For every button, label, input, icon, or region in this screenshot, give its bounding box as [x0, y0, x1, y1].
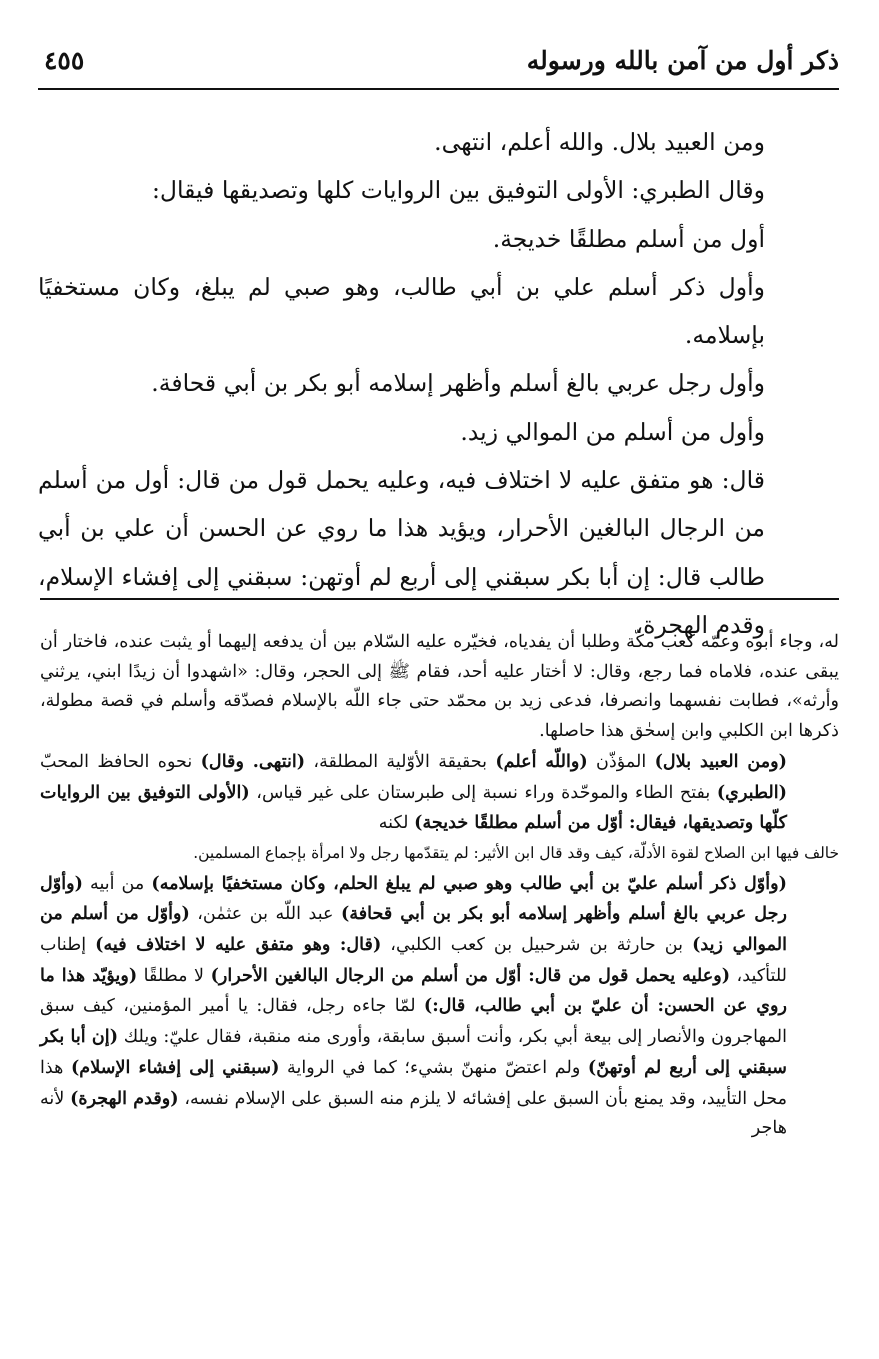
main-text-line: وأول من أسلم من الموالي زيد.	[460, 417, 765, 446]
quoted-matn: (وأوّل رجل عربي بالغ أسلم وأظهر إسلامه أبو بكر بن أبي قحافة)	[40, 872, 787, 925]
commentary-text: ولم اعتضّ منهنّ بشيء؛ كما في الرواية	[279, 1057, 588, 1078]
commentary-text: لا مطلقًا	[137, 965, 211, 986]
commentary-runs	[40, 752, 787, 833]
commentary-text: لمّا جاءه رجل، فقال: يا أمير المؤمنين، كيف سبق المهاجرون والأنصار إلى بيعة أبي بكر، وأنت أسبق سابقة، وأورى منه منقبة، فقال عليّ: ويلك	[40, 996, 787, 1048]
quoted-matn: (ويؤيّد هذا ما روي عن الحسن: أن عليّ بن أبي طالب، قال:)	[40, 964, 787, 1017]
commentary-text: إطناب للتأكيد،	[40, 935, 788, 986]
commentary	[40, 628, 839, 1144]
commentary-text: هذا محل التأييد، وقد يمنع بأن السبق على إفشائه لا يلزم منه السبق على الإسلام نفسه،	[40, 1057, 787, 1109]
quoted-matn: (إن أبا بكر سبقني إلى أربع لم أوتهنّ)	[40, 1026, 787, 1078]
main-text-line: وأول رجل عربي بالغ أسلم وأظهر إسلامه أبو بكر بن أبي قحافة.	[151, 369, 765, 398]
commentary-paragraph	[40, 869, 839, 1144]
commentary-text: عبد اللّه بن عثمٰن،	[189, 904, 341, 925]
commentary-text: لأنه هاجر	[40, 1088, 787, 1139]
page-number: ٤٥٥	[44, 46, 85, 75]
quoted-matn: (وأوّل من أسلم من الموالي زيد)	[40, 903, 788, 956]
commentary-paragraph: له، وجاء أبوه وعمّه كعب مكّة وطلبا أن يفدياه، فخيّره عليه السّلام بين أن يدفعه إليهما أو يثبت عنده، فاختار أن يبقى عنده، فلاماه فما رجع، وقال: لا أختار عليه أحد، فقام ﷺ إلى الحجر، وقال: «اشهدوا أن زيدًا ابني، يرثني وأرثه»، فطابت نفسهما وانصرفا، فدعى زيد بن محمّد حتى جاء اللّه بالإسلام فصدّقه وأسلم في قصة مطولة، ذكرها ابن الكلبي وابن إسحٰق هذا حاصلها.	[40, 632, 839, 742]
commentary-text: بن حارثة بن شرحبيل بن كعب الكلبي،	[381, 935, 693, 956]
main-text-line: أول من أسلم مطلقًا خديجة.	[492, 224, 765, 253]
quoted-matn: (واللّه أعلم)	[495, 750, 588, 772]
commentary-paragraph	[40, 747, 839, 839]
quoted-matn: (سبقني إلى إفشاء الإسلام)	[70, 1056, 280, 1078]
page-header	[38, 40, 839, 90]
quoted-matn: (وأوّل ذكر أسلم عليّ بن أبي طالب وهو صبي لم يبلغ الحلم، وكان مستخفيًا بإسلامه)	[151, 872, 787, 894]
main-text-line: وأول ذكر أسلم علي بن أبي طالب، وهو صبي لم يبلغ، وكان مستخفيًا بإسلامه.	[38, 272, 765, 350]
section-divider	[40, 598, 839, 600]
main-text-line: قال: هو متفق عليه لا اختلاف فيه، وعليه يحمل قول من قال: أول من أسلم من الرجال البالغين الأحرار، ويؤيد هذا ما روي عن الحسن أن علي بن أبي طالب قال: إن أبا بكر سبقني إلى أربع لم أوتهن: سبقني إلى إفشاء الإسلام، وقدم الهجرة،	[38, 466, 765, 639]
commentary-text: نحوه الحافظ المحبّ	[40, 751, 201, 772]
commentary-paragraph: خالف فيها ابن الصلاح لقوة الأدلّة، كيف وقد قال ابن الأثير: لم يتقدّمها رجل ولا امرأة بإجماع المسلمين.	[193, 843, 839, 862]
quoted-matn: (ومن العبيد بلال)	[654, 750, 788, 772]
quoted-matn: (وعليه يحمل قول من قال: أوّل من أسلم من الرجال البالغين الأحرار)	[210, 964, 731, 986]
commentary-text: لكنه	[378, 813, 415, 834]
quoted-matn: (الطبري)	[716, 781, 787, 803]
commentary-text: بفتح الطاء والموحّدة وراء نسبة إلى طبرستان على غير قياس،	[249, 782, 717, 803]
main-text-line: وقال الطبري: الأولى التوفيق بين الروايات كلها وتصديقها فيقال:	[151, 176, 765, 205]
quoted-matn: (انتهى. وقال)	[200, 750, 306, 772]
running-title: ذكر أول من آمن بالله ورسوله	[526, 46, 839, 75]
main-text	[38, 118, 839, 649]
commentary-runs	[40, 874, 787, 1139]
main-text-line: ومن العبيد بلال. والله أعلم، انتهى.	[434, 128, 765, 156]
quoted-matn: (وقدم الهجرة)	[70, 1087, 179, 1109]
quoted-matn: (قال: وهو متفق عليه لا اختلاف فيه)	[95, 934, 382, 956]
commentary-text: بحقيقة الأوّلية المطلقة،	[305, 751, 496, 772]
commentary-text: المؤذّن	[587, 751, 655, 772]
quoted-matn: (الأولى التوفيق بين الروايات كلّها وتصديقها، فيقال: أوّل من أسلم مطلقًا خديجة)	[40, 781, 787, 834]
commentary-text: من أبيه	[83, 873, 152, 894]
